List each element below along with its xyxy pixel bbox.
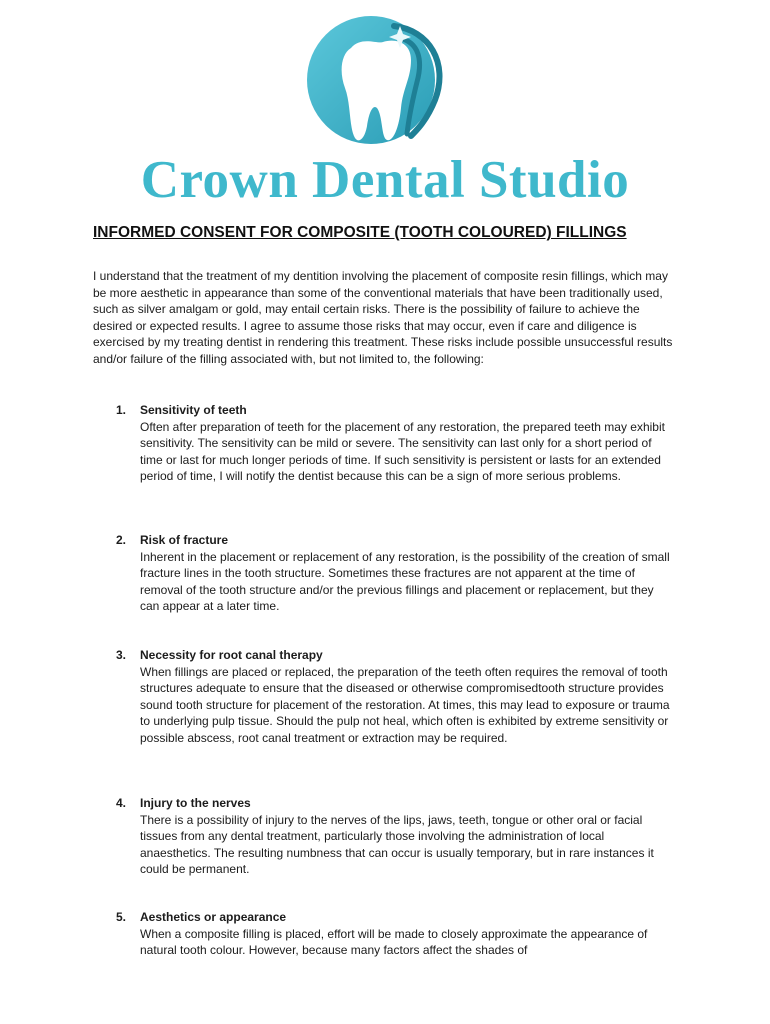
header-logo [0, 0, 770, 215]
risk-item-sensitivity [93, 402, 678, 485]
item-heading: Sensitivity of teeth [140, 403, 247, 417]
item-number: 4. [116, 796, 127, 810]
item-body: Inherent in the placement or replacement of any restoration, is the possibility of the creation of small fracture lines in the tooth structure. Sometimes these fractures are not apparent at the time of removal of the tooth structure and/or the previous fillings and placement or replacement, but they can appear at a later time. [140, 549, 670, 613]
risk-item-aesthetics [93, 909, 678, 959]
item-body: Often after preparation of teeth for the placement of any restoration, the prepared teeth may exhibit sensitivity. The sensitivity can be mild or severe. The sensitivity can last only for a short period of time or last for much longer periods of time. If such sensitivity is persistent or lasts for an extended period of time, I will notify the dentist because this can be a sign of more serious problems. [140, 419, 665, 483]
risk-item-nerves [93, 795, 678, 878]
item-heading: Aesthetics or appearance [140, 910, 287, 924]
tooth-in-circle-logo-icon [299, 8, 459, 158]
intro-paragraph: I understand that the treatment of my dentition involving the placement of composite resin fillings, which may be more aesthetic in appearance than some of the conventional materials that have been traditionally used, such as silver amalgam or gold, may entail certain risks. There is the possibility of failure to achieve the desired or expected results. I agree to assume those risks that may occur, even if care and diligence is exercised by my treating dentist in rendering this treatment. These risks include possible unsuccessful results and/or failure of the filling associated with, but not limited to, the following: [93, 269, 673, 366]
risk-item-fracture [93, 532, 678, 615]
item-body: When fillings are placed or replaced, the preparation of the teeth often requires the removal of tooth structures adequate to ensure that the diseased or otherwise compromisedtooth structure provides sound tooth structure for placement of the restoration. At times, this may lead to exposure or trauma to underlying pulp tissue. Should the pulp not heal, which often is exhibited by extreme sensitivity or possible abscess, root canal treatment or extraction may be required. [140, 664, 670, 745]
item-heading: Injury to the nerves [140, 796, 251, 810]
item-body: When a composite filling is placed, effort will be made to closely approximate the appearance of natural tooth colour. However, because many factors affect the shades of [140, 926, 648, 957]
item-body: There is a possibility of injury to the nerves of the lips, jaws, teeth, tongue or other oral or facial tissues from any dental treatment, particularly those involving the administration of local anaesthetics. The resulting numbness that can occur is usually temporary, but in rare instances it could be permanent. [140, 812, 654, 876]
item-heading: Risk of fracture [140, 533, 229, 547]
item-number: 3. [116, 648, 127, 662]
item-number: 1. [116, 403, 127, 417]
risk-item-root-canal [93, 647, 678, 746]
item-number: 5. [116, 910, 127, 924]
brand-name: Crown Dental Studio [140, 151, 630, 209]
item-number: 2. [116, 533, 127, 547]
item-heading: Necessity for root canal therapy [140, 648, 323, 662]
document-title: INFORMED CONSENT FOR COMPOSITE (TOOTH COLOURED) FILLINGS [93, 224, 627, 241]
